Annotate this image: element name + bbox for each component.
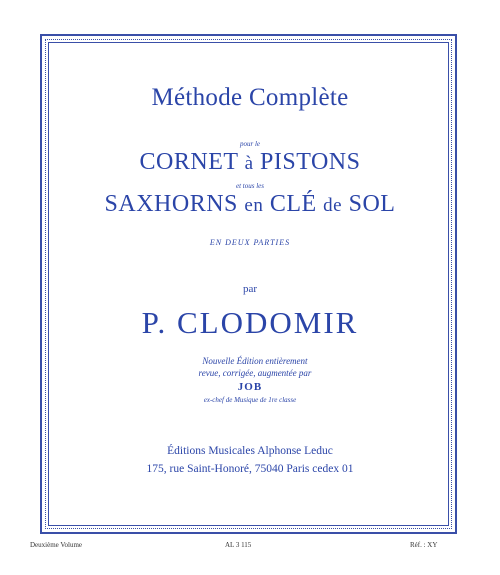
footer-catalog-number: AL 3 115	[225, 541, 252, 549]
editor-name: JOB	[237, 381, 263, 393]
parts-subtitle: EN DEUX PARTIES	[209, 238, 291, 247]
edition-line-1: Nouvelle Édition entièrement	[202, 356, 308, 366]
instrument-saxhorns: SAXHORNS	[104, 191, 238, 217]
instrument-line-1	[0, 149, 500, 176]
footer-reference: Réf. : XY	[410, 541, 438, 549]
pour-le-text: pour le	[239, 140, 261, 148]
publisher-name: Éditions Musicales Alphonse Leduc	[167, 445, 333, 457]
publisher-address: 175, rue Saint-Honoré, 75040 Paris cedex 01	[146, 463, 354, 475]
instrument-en: en	[244, 195, 264, 216]
instrument-line-2	[0, 191, 500, 218]
author-name: P. CLODOMIR	[141, 305, 359, 340]
editor-title: ex-chef de Musique de 1re classe	[203, 396, 297, 404]
edition-line-2: revue, corrigée, augmentée par	[198, 368, 312, 378]
instrument-de: de	[323, 195, 343, 216]
cover-title: Méthode Complète	[151, 84, 349, 111]
instrument-cle: CLÉ	[269, 191, 317, 217]
footer-volume: Deuxième Volume	[30, 541, 83, 549]
instrument-sol: SOL	[348, 191, 396, 217]
par-text: par	[242, 283, 258, 295]
instrument-cornet: CORNET	[139, 149, 239, 175]
et-tous-les-text: et tous les	[236, 182, 264, 190]
instrument-a: à	[244, 153, 254, 174]
instrument-pistons: PISTONS	[260, 149, 361, 175]
